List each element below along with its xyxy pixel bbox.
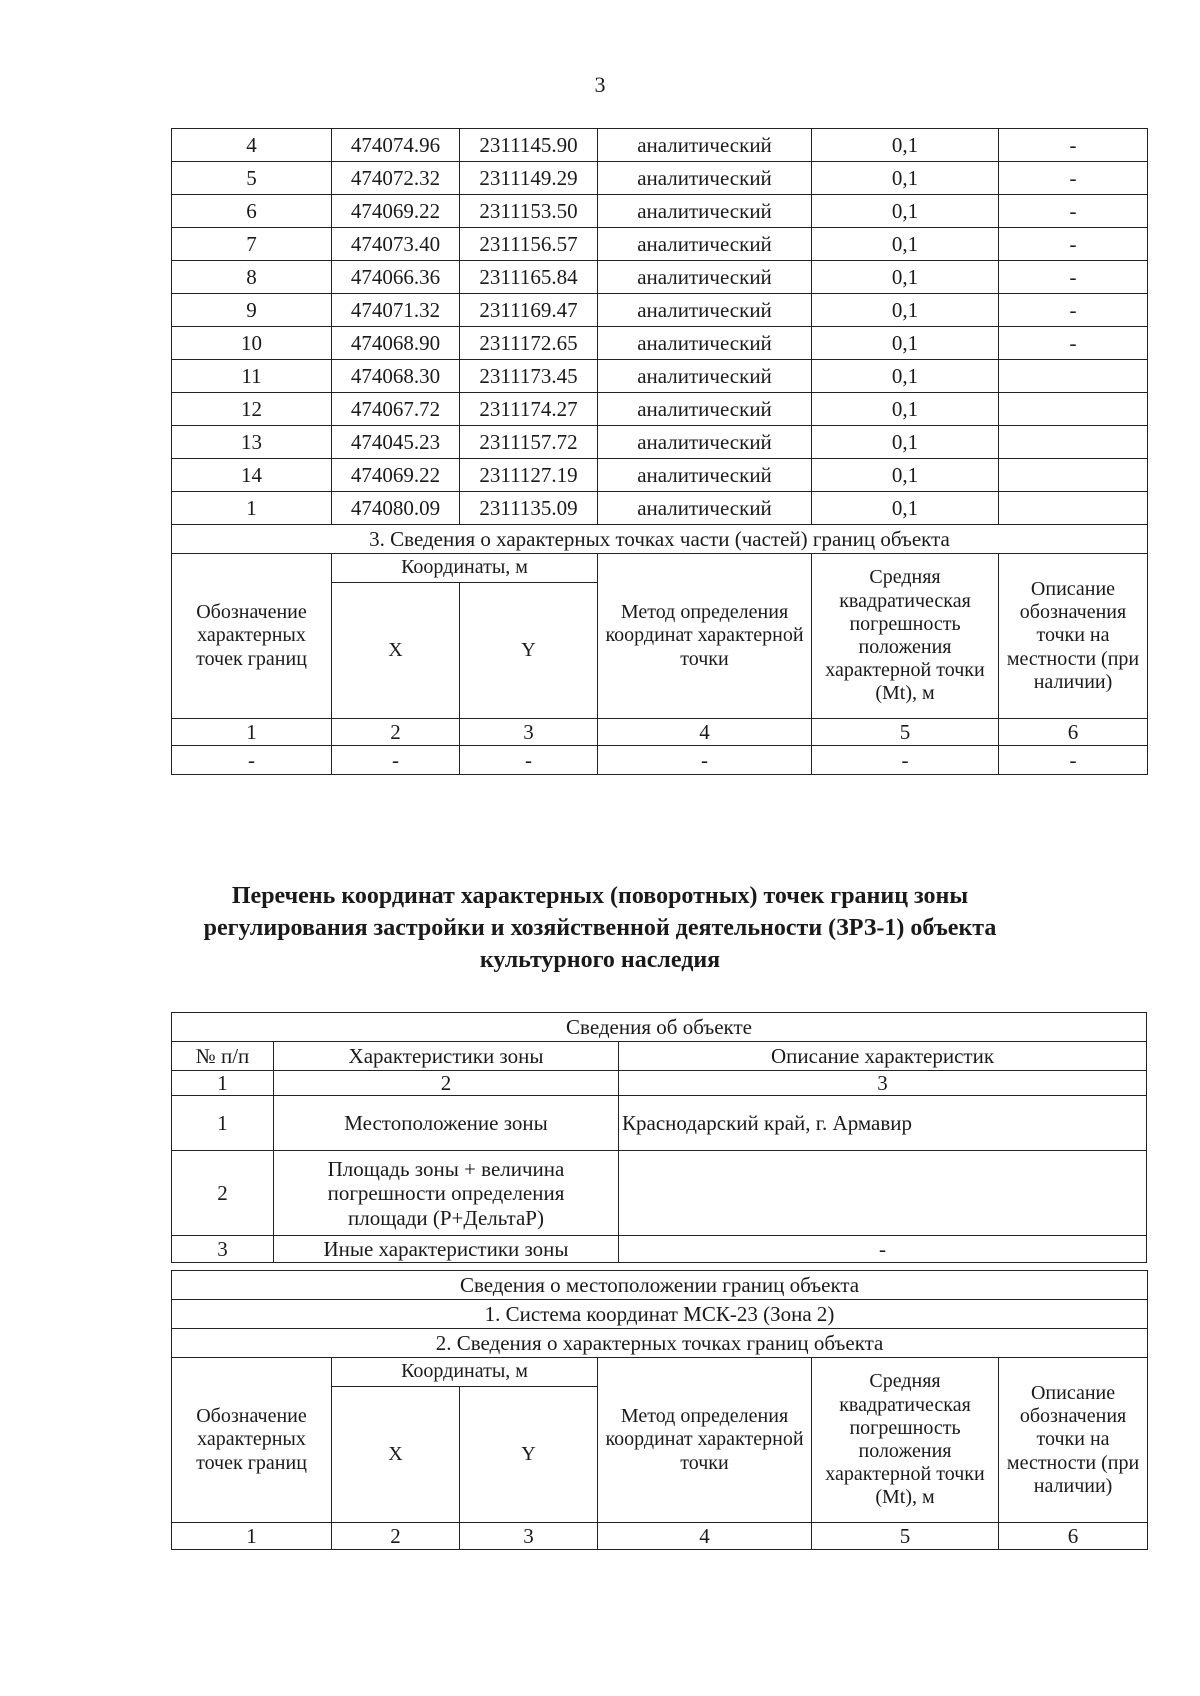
points-header-row (172, 554, 1148, 583)
table-row (172, 360, 1148, 393)
colnum-4: 4 (598, 1523, 812, 1550)
point-description: - (999, 228, 1148, 261)
object-row-char: Местоположение зоны (274, 1096, 619, 1151)
point-id: 8 (172, 261, 332, 294)
header-description: Описание обозначения точки на местности (при наличии) (999, 1358, 1148, 1523)
dash-cell: - (598, 746, 812, 775)
heading-line-1: Перечень координат характерных (поворотных) точек границ зоны (231, 883, 969, 909)
location-header-row (172, 1358, 1148, 1387)
points-table (171, 128, 1148, 775)
coord-y: 2311169.47 (460, 294, 598, 327)
method: аналитический (598, 195, 812, 228)
table-row (172, 228, 1148, 261)
object-row (172, 1096, 1147, 1151)
colnum-3: 3 (619, 1071, 1147, 1096)
colnum-6: 6 (999, 1523, 1148, 1550)
coord-y: 2311157.72 (460, 426, 598, 459)
header-error: Средняя квадратическая погрешность положения характерной точки (Mt), м (812, 1358, 999, 1523)
method: аналитический (598, 393, 812, 426)
object-colnum-row (172, 1071, 1147, 1096)
coord-x: 474067.72 (332, 393, 460, 426)
colnum-2: 2 (332, 719, 460, 746)
dash-cell: - (460, 746, 598, 775)
mt-error: 0,1 (812, 228, 999, 261)
table-row (172, 162, 1148, 195)
object-row-desc: - (619, 1236, 1147, 1263)
colnum-1: 1 (172, 719, 332, 746)
object-row-char: Площадь зоны + величина погрешности определения площади (Р+ДельтаР) (274, 1151, 619, 1236)
colnum-1: 1 (172, 1523, 332, 1550)
point-description: - (999, 294, 1148, 327)
points-colnum-row (172, 719, 1148, 746)
table-row (172, 492, 1148, 525)
table-row (172, 195, 1148, 228)
method: аналитический (598, 162, 812, 195)
coord-x: 474073.40 (332, 228, 460, 261)
points-table-body (172, 129, 1148, 525)
object-row-no: 1 (172, 1096, 274, 1151)
method: аналитический (598, 294, 812, 327)
table-row (172, 294, 1148, 327)
point-description (999, 426, 1148, 459)
table-row (172, 393, 1148, 426)
coord-y: 2311127.19 (460, 459, 598, 492)
method: аналитический (598, 492, 812, 525)
section2-title: 2. Сведения о характерных точках границ объекта (172, 1329, 1148, 1358)
point-description: - (999, 327, 1148, 360)
header-x: X (332, 583, 460, 719)
point-id: 10 (172, 327, 332, 360)
table-row (172, 261, 1148, 294)
point-id: 14 (172, 459, 332, 492)
header-designation: Обозначение характерных точек границ (172, 1358, 332, 1523)
coord-x: 474071.32 (332, 294, 460, 327)
point-id: 1 (172, 492, 332, 525)
dash-cell: - (172, 746, 332, 775)
heading-line-2: регулирования застройки и хозяйственной деятельности (ЗРЗ-1) объекта (203, 915, 997, 941)
method: аналитический (598, 129, 812, 162)
location-title-row (172, 1271, 1148, 1300)
section1-row (172, 1300, 1148, 1329)
header-error: Средняя квадратическая погрешность положения характерной точки (Mt), м (812, 554, 999, 719)
header-coords: Координаты, м (332, 1358, 598, 1387)
object-title-row (172, 1013, 1147, 1042)
mt-error: 0,1 (812, 129, 999, 162)
header-designation: Обозначение характерных точек границ (172, 554, 332, 719)
method: аналитический (598, 426, 812, 459)
header-description: Описание обозначения точки на местности (при наличии) (999, 554, 1148, 719)
coord-x: 474068.30 (332, 360, 460, 393)
object-row-desc (619, 1151, 1147, 1236)
dash-cell: - (332, 746, 460, 775)
object-title: Сведения об объекте (172, 1013, 1147, 1042)
section2-row (172, 1329, 1148, 1358)
mt-error: 0,1 (812, 426, 999, 459)
point-description: - (999, 162, 1148, 195)
object-header-row (172, 1042, 1147, 1071)
point-id: 5 (172, 162, 332, 195)
coord-x: 474066.36 (332, 261, 460, 294)
location-colnum-row (172, 1523, 1148, 1550)
header-y: Y (460, 1387, 598, 1523)
heading-line-3: культурного наследия (479, 947, 721, 973)
table-row (172, 426, 1148, 459)
point-id: 11 (172, 360, 332, 393)
object-col-no: № п/п (172, 1042, 274, 1071)
point-description (999, 459, 1148, 492)
coord-x: 474080.09 (332, 492, 460, 525)
method: аналитический (598, 360, 812, 393)
dash-cell: - (999, 746, 1148, 775)
point-id: 4 (172, 129, 332, 162)
object-col-desc: Описание характеристик (619, 1042, 1147, 1071)
object-row-char: Иные характеристики зоны (274, 1236, 619, 1263)
zone-heading (120, 880, 1080, 976)
coord-y: 2311174.27 (460, 393, 598, 426)
point-id: 6 (172, 195, 332, 228)
point-id: 13 (172, 426, 332, 459)
table-row (172, 129, 1148, 162)
table-row (172, 327, 1148, 360)
point-description (999, 360, 1148, 393)
colnum-5: 5 (812, 719, 999, 746)
object-col-char: Характеристики зоны (274, 1042, 619, 1071)
point-description: - (999, 129, 1148, 162)
coord-y: 2311135.09 (460, 492, 598, 525)
object-row (172, 1151, 1147, 1236)
object-row-no: 3 (172, 1236, 274, 1263)
coord-y: 2311149.29 (460, 162, 598, 195)
object-table (171, 1012, 1147, 1263)
coord-x: 474074.96 (332, 129, 460, 162)
colnum-2: 2 (274, 1071, 619, 1096)
coord-y: 2311156.57 (460, 228, 598, 261)
point-id: 9 (172, 294, 332, 327)
dash-cell: - (812, 746, 999, 775)
table-row (172, 459, 1148, 492)
header-y: Y (460, 583, 598, 719)
point-description: - (999, 261, 1148, 294)
header-x: X (332, 1387, 460, 1523)
colnum-3: 3 (460, 1523, 598, 1550)
colnum-4: 4 (598, 719, 812, 746)
method: аналитический (598, 261, 812, 294)
colnum-6: 6 (999, 719, 1148, 746)
coord-y: 2311172.65 (460, 327, 598, 360)
coord-y: 2311153.50 (460, 195, 598, 228)
point-description (999, 492, 1148, 525)
colnum-1: 1 (172, 1071, 274, 1096)
coord-x: 474069.22 (332, 459, 460, 492)
coord-y: 2311173.45 (460, 360, 598, 393)
object-row-desc: Краснодарский край, г. Армавир (619, 1096, 1147, 1151)
mt-error: 0,1 (812, 162, 999, 195)
header-coords: Координаты, м (332, 554, 598, 583)
section3-title-row (172, 525, 1148, 554)
header-method: Метод определения координат характерной точки (598, 554, 812, 719)
mt-error: 0,1 (812, 360, 999, 393)
location-title: Сведения о местоположении границ объекта (172, 1271, 1148, 1300)
dash-row (172, 746, 1148, 775)
mt-error: 0,1 (812, 459, 999, 492)
colnum-2: 2 (332, 1523, 460, 1550)
section3-title: 3. Сведения о характерных точках части (частей) границ объекта (172, 525, 1148, 554)
coord-x: 474068.90 (332, 327, 460, 360)
colnum-5: 5 (812, 1523, 999, 1550)
coord-y: 2311165.84 (460, 261, 598, 294)
mt-error: 0,1 (812, 261, 999, 294)
page-number: 3 (594, 72, 606, 97)
method: аналитический (598, 327, 812, 360)
method: аналитический (598, 459, 812, 492)
point-id: 12 (172, 393, 332, 426)
object-row-no: 2 (172, 1151, 274, 1236)
location-table (171, 1270, 1148, 1550)
coord-x: 474045.23 (332, 426, 460, 459)
mt-error: 0,1 (812, 492, 999, 525)
header-method: Метод определения координат характерной точки (598, 1358, 812, 1523)
mt-error: 0,1 (812, 393, 999, 426)
mt-error: 0,1 (812, 195, 999, 228)
mt-error: 0,1 (812, 327, 999, 360)
coord-y: 2311145.90 (460, 129, 598, 162)
mt-error: 0,1 (812, 294, 999, 327)
object-row (172, 1236, 1147, 1263)
method: аналитический (598, 228, 812, 261)
section1-title: 1. Система координат МСК-23 (Зона 2) (172, 1300, 1148, 1329)
point-description (999, 393, 1148, 426)
point-id: 7 (172, 228, 332, 261)
coord-x: 474069.22 (332, 195, 460, 228)
colnum-3: 3 (460, 719, 598, 746)
point-description: - (999, 195, 1148, 228)
coord-x: 474072.32 (332, 162, 460, 195)
